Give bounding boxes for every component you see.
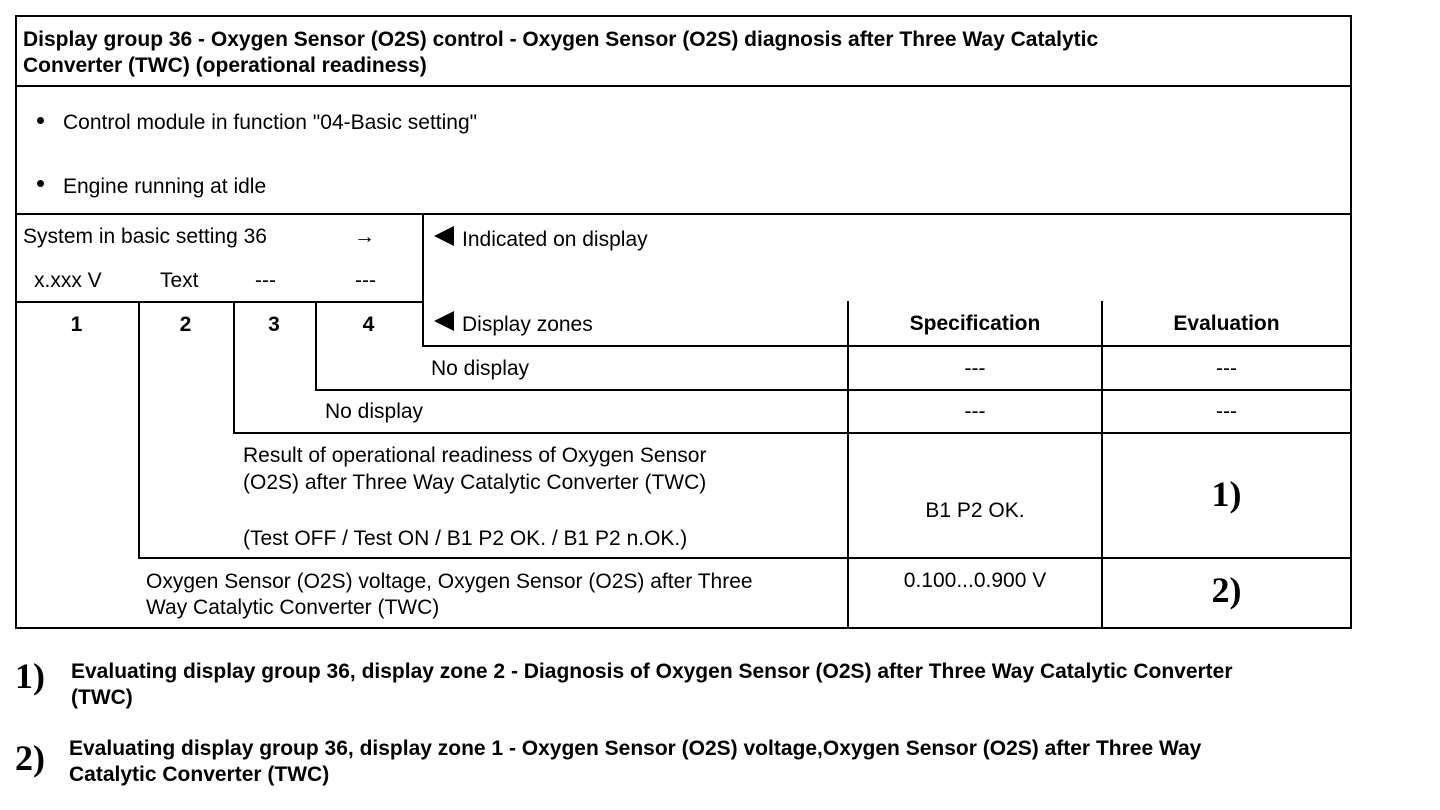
divider-readouts bbox=[15, 301, 424, 303]
zone-number-3: 3 bbox=[268, 313, 280, 336]
divider-row-zone1 bbox=[138, 557, 1352, 559]
row-zone-4-description: No display bbox=[431, 357, 530, 380]
footnote-marker: 2) bbox=[15, 738, 45, 778]
zone-number-2: 2 bbox=[179, 313, 192, 336]
specification-header: Specification bbox=[909, 312, 1041, 335]
zone-number-4: 4 bbox=[362, 313, 375, 336]
row-zone-4-specification: --- bbox=[964, 357, 986, 380]
divider-row-zone3 bbox=[315, 389, 1352, 391]
footnote-text-line1: Evaluating display group 36, display zone 1 - Oxygen Sensor (O2S) voltage,Oxygen Sensor (O2S) after Three Way bbox=[69, 737, 1202, 760]
row-zone-2-description-line2: (O2S) after Three Way Catalytic Converter (TWC) bbox=[243, 471, 707, 494]
divider-conditions bbox=[15, 213, 1352, 215]
row-zone-4-evaluation: --- bbox=[1216, 357, 1237, 380]
page-title-line1: Display group 36 - Oxygen Sensor (O2S) control - Oxygen Sensor (O2S) diagnosis after Three Way Catalytic bbox=[23, 28, 1099, 51]
table-border-top bbox=[15, 15, 1352, 17]
table-border-right bbox=[1350, 15, 1352, 629]
row-zone-2-specification: B1 P2 OK. bbox=[925, 499, 1025, 522]
evaluation-header: Evaluation bbox=[1173, 312, 1280, 335]
display-zones-label: Display zones bbox=[462, 313, 593, 336]
readout-zone-4: --- bbox=[355, 269, 376, 292]
readout-zone-2: Text bbox=[160, 269, 199, 292]
row-zone-2-evaluation: 1) bbox=[1211, 474, 1242, 514]
row-zone-2-description-line3: (Test OFF / Test ON / B1 P2 OK. / B1 P2 n.OK.) bbox=[243, 527, 688, 550]
row-zone-3-specification: --- bbox=[964, 400, 986, 423]
condition-item: Engine running at idle bbox=[63, 175, 267, 198]
system-label: System in basic setting 36 bbox=[23, 225, 267, 248]
footnote-text-line1: Evaluating display group 36, display zone 2 - Diagnosis of Oxygen Sensor (O2S) after Three Way Catalytic Converter bbox=[71, 660, 1233, 683]
pointer-left-icon bbox=[434, 311, 454, 331]
table-border-bottom bbox=[15, 627, 1352, 629]
footnote-marker: 1) bbox=[15, 656, 45, 696]
footnote-text-line2: Catalytic Converter (TWC) bbox=[69, 763, 330, 786]
zone-number-1: 1 bbox=[70, 313, 83, 336]
condition-item: Control module in function "04-Basic setting" bbox=[63, 111, 478, 134]
readout-zone-1: x.xxx V bbox=[34, 269, 102, 292]
row-zone-3-evaluation: --- bbox=[1216, 400, 1237, 423]
divider-row-zone4 bbox=[422, 345, 1352, 347]
row-zone-1-description-line2: Way Catalytic Converter (TWC) bbox=[146, 596, 440, 619]
right-arrow-icon: → bbox=[354, 225, 375, 248]
divider-display-block bbox=[422, 213, 424, 347]
page-title-line2: Converter (TWC) (operational readiness) bbox=[23, 54, 427, 77]
indicated-label: Indicated on display bbox=[462, 228, 648, 251]
bullet-icon bbox=[37, 180, 44, 187]
bullet-icon bbox=[37, 117, 44, 124]
divider-zone-1-2 bbox=[138, 301, 140, 559]
row-zone-1-description-line1: Oxygen Sensor (O2S) voltage, Oxygen Sensor (O2S) after Three bbox=[146, 570, 753, 593]
footnote-text-line2: (TWC) bbox=[71, 686, 133, 709]
pointer-left-icon bbox=[434, 226, 454, 246]
divider-header bbox=[15, 85, 1352, 87]
readout-zone-3: --- bbox=[255, 269, 276, 292]
row-zone-1-evaluation: 2) bbox=[1211, 570, 1242, 610]
row-zone-2-description-line1: Result of operational readiness of Oxygen Sensor bbox=[243, 444, 707, 467]
divider-row-zone2 bbox=[233, 432, 1352, 434]
row-zone-1-specification: 0.100...0.900 V bbox=[903, 569, 1047, 592]
row-zone-3-description: No display bbox=[325, 400, 424, 423]
